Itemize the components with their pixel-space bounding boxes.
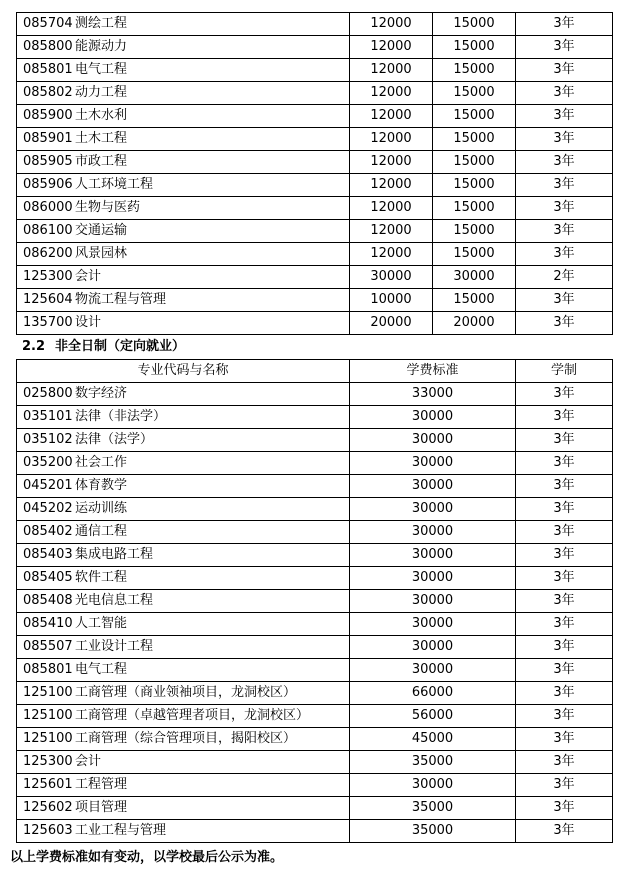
section-heading — [22, 337, 185, 357]
program-code: 125604 — [23, 292, 73, 307]
duration-cell: 3年 — [516, 475, 613, 498]
table-row — [17, 682, 613, 705]
fee-b-cell: 15000 — [433, 174, 516, 197]
fee-a-cell: 12000 — [350, 59, 433, 82]
fee-cell: 30000 — [350, 567, 516, 590]
program-cell — [17, 820, 350, 843]
table-row — [17, 266, 613, 289]
program-name: 项目管理 — [75, 800, 128, 815]
program-name: 通信工程 — [75, 524, 128, 539]
fee-a-cell: 12000 — [350, 13, 433, 36]
fee-a-cell: 12000 — [350, 197, 433, 220]
duration-cell: 3年 — [516, 705, 613, 728]
fee-cell: 30000 — [350, 544, 516, 567]
program-cell — [17, 797, 350, 820]
program-name: 土木水利 — [75, 108, 128, 123]
table-row — [17, 128, 613, 151]
duration-cell: 2年 — [516, 266, 613, 289]
program-name: 工商管理（综合管理项目，揭阳校区） — [75, 731, 297, 746]
program-code: 125100 — [23, 708, 73, 723]
table-header-row — [17, 360, 613, 383]
fee-cell: 35000 — [350, 751, 516, 774]
table-row — [17, 13, 613, 36]
program-cell — [17, 406, 350, 429]
duration-cell: 3年 — [516, 797, 613, 820]
fee-a-cell: 12000 — [350, 82, 433, 105]
table-row — [17, 105, 613, 128]
program-code: 135700 — [23, 315, 73, 330]
table-row — [17, 82, 613, 105]
program-code: 025800 — [23, 386, 73, 401]
fee-table-part-time — [16, 359, 613, 843]
table-row — [17, 636, 613, 659]
fee-table-full-time-body — [17, 13, 613, 335]
program-name: 工业工程与管理 — [75, 823, 167, 838]
program-cell — [17, 705, 350, 728]
fee-b-cell: 15000 — [433, 243, 516, 266]
table-row — [17, 797, 613, 820]
duration-cell: 3年 — [516, 312, 613, 335]
program-name: 工商管理（卓越管理者项目，龙洞校区） — [75, 708, 310, 723]
table-row — [17, 59, 613, 82]
program-name: 交通运输 — [75, 223, 128, 238]
table-row — [17, 220, 613, 243]
program-code: 045202 — [23, 501, 73, 516]
program-name: 工商管理（商业领袖项目，龙洞校区） — [75, 685, 297, 700]
program-code: 035200 — [23, 455, 73, 470]
program-cell — [17, 82, 350, 105]
fee-cell: 35000 — [350, 820, 516, 843]
program-cell — [17, 728, 350, 751]
program-name: 集成电路工程 — [75, 547, 154, 562]
fee-table-full-time — [16, 12, 613, 335]
fee-cell: 30000 — [350, 406, 516, 429]
duration-cell: 3年 — [516, 174, 613, 197]
program-cell — [17, 266, 350, 289]
duration-cell: 3年 — [516, 820, 613, 843]
program-cell — [17, 498, 350, 521]
table-row — [17, 406, 613, 429]
fee-a-cell: 12000 — [350, 243, 433, 266]
program-code: 086200 — [23, 246, 73, 261]
program-cell — [17, 429, 350, 452]
duration-cell: 3年 — [516, 59, 613, 82]
table-row — [17, 751, 613, 774]
program-name: 土木工程 — [75, 131, 128, 146]
program-code: 085801 — [23, 62, 73, 77]
duration-cell: 3年 — [516, 728, 613, 751]
program-name: 动力工程 — [75, 85, 128, 100]
fee-b-cell: 20000 — [433, 312, 516, 335]
table-row — [17, 544, 613, 567]
duration-cell: 3年 — [516, 521, 613, 544]
program-cell — [17, 174, 350, 197]
fee-cell: 30000 — [350, 475, 516, 498]
fee-cell: 66000 — [350, 682, 516, 705]
duration-cell: 3年 — [516, 613, 613, 636]
program-name: 风景园林 — [75, 246, 128, 261]
fee-b-cell: 15000 — [433, 128, 516, 151]
program-code: 085507 — [23, 639, 73, 654]
fee-b-cell: 15000 — [433, 151, 516, 174]
program-cell — [17, 774, 350, 797]
table-row — [17, 613, 613, 636]
duration-cell: 3年 — [516, 105, 613, 128]
program-name: 运动训练 — [75, 501, 128, 516]
program-code: 125602 — [23, 800, 73, 815]
program-name: 设计 — [75, 315, 102, 330]
table-row — [17, 590, 613, 613]
program-code: 085704 — [23, 16, 73, 31]
program-code: 085403 — [23, 547, 73, 562]
program-name: 测绘工程 — [75, 16, 128, 31]
program-code: 125603 — [23, 823, 73, 838]
fee-cell: 30000 — [350, 521, 516, 544]
table-row — [17, 429, 613, 452]
duration-cell: 3年 — [516, 128, 613, 151]
program-code: 125300 — [23, 754, 73, 769]
table-row — [17, 174, 613, 197]
program-code: 085410 — [23, 616, 73, 631]
table-row — [17, 197, 613, 220]
fee-b-cell: 15000 — [433, 105, 516, 128]
duration-cell: 3年 — [516, 751, 613, 774]
program-cell — [17, 682, 350, 705]
fee-b-cell: 30000 — [433, 266, 516, 289]
duration-cell: 3年 — [516, 406, 613, 429]
program-cell — [17, 636, 350, 659]
fee-b-cell: 15000 — [433, 220, 516, 243]
table-row — [17, 383, 613, 406]
program-cell — [17, 128, 350, 151]
program-name: 法律（非法学） — [75, 409, 167, 424]
program-name: 生物与医药 — [75, 200, 141, 215]
program-name: 市政工程 — [75, 154, 128, 169]
table-row — [17, 475, 613, 498]
duration-cell: 3年 — [516, 590, 613, 613]
program-code: 085402 — [23, 524, 73, 539]
table-row — [17, 659, 613, 682]
table-row — [17, 452, 613, 475]
fee-a-cell: 12000 — [350, 151, 433, 174]
fee-b-cell: 15000 — [433, 82, 516, 105]
header-program: 专业代码与名称 — [17, 360, 350, 383]
program-cell — [17, 521, 350, 544]
table-row — [17, 36, 613, 59]
program-code: 085405 — [23, 570, 73, 585]
program-name: 人工智能 — [75, 616, 128, 631]
program-cell — [17, 243, 350, 266]
program-cell — [17, 312, 350, 335]
program-name: 会计 — [75, 269, 102, 284]
duration-cell: 3年 — [516, 151, 613, 174]
fee-a-cell: 20000 — [350, 312, 433, 335]
table-row — [17, 774, 613, 797]
program-code: 125300 — [23, 269, 73, 284]
program-code: 085905 — [23, 154, 73, 169]
program-code: 085900 — [23, 108, 73, 123]
table-row — [17, 705, 613, 728]
fee-b-cell: 15000 — [433, 289, 516, 312]
table-row — [17, 728, 613, 751]
fee-a-cell: 10000 — [350, 289, 433, 312]
program-code: 086100 — [23, 223, 73, 238]
program-code: 085802 — [23, 85, 73, 100]
program-cell — [17, 13, 350, 36]
duration-cell: 3年 — [516, 774, 613, 797]
program-code: 045201 — [23, 478, 73, 493]
program-cell — [17, 383, 350, 406]
header-fee: 学费标准 — [350, 360, 516, 383]
section-number: 2.2 — [22, 339, 46, 354]
duration-cell: 3年 — [516, 544, 613, 567]
table-row — [17, 567, 613, 590]
duration-cell: 3年 — [516, 82, 613, 105]
fee-cell: 30000 — [350, 613, 516, 636]
fee-cell: 30000 — [350, 774, 516, 797]
fee-table-part-time-body — [17, 360, 613, 843]
program-cell — [17, 220, 350, 243]
duration-cell: 3年 — [516, 429, 613, 452]
fee-a-cell: 12000 — [350, 174, 433, 197]
program-code: 125100 — [23, 731, 73, 746]
program-name: 能源动力 — [75, 39, 128, 54]
fee-cell: 30000 — [350, 452, 516, 475]
program-name: 数字经济 — [75, 386, 128, 401]
program-cell — [17, 659, 350, 682]
program-cell — [17, 59, 350, 82]
fee-b-cell: 15000 — [433, 59, 516, 82]
fee-a-cell: 12000 — [350, 220, 433, 243]
fee-a-cell: 12000 — [350, 105, 433, 128]
program-code: 085801 — [23, 662, 73, 677]
duration-cell: 3年 — [516, 636, 613, 659]
duration-cell: 3年 — [516, 36, 613, 59]
program-code: 085901 — [23, 131, 73, 146]
fee-cell: 56000 — [350, 705, 516, 728]
fee-b-cell: 15000 — [433, 197, 516, 220]
footer-note: 以上学费标准如有变动，以学校最后公示为准。 — [10, 850, 284, 865]
fee-cell: 30000 — [350, 636, 516, 659]
program-name: 法律（法学） — [75, 432, 154, 447]
program-code: 086000 — [23, 200, 73, 215]
program-cell — [17, 475, 350, 498]
fee-cell: 35000 — [350, 797, 516, 820]
duration-cell: 3年 — [516, 452, 613, 475]
fee-cell: 33000 — [350, 383, 516, 406]
program-code: 085408 — [23, 593, 73, 608]
program-cell — [17, 613, 350, 636]
program-cell — [17, 544, 350, 567]
program-name: 光电信息工程 — [75, 593, 154, 608]
program-name: 软件工程 — [75, 570, 128, 585]
duration-cell: 3年 — [516, 243, 613, 266]
duration-cell: 3年 — [516, 659, 613, 682]
program-cell — [17, 197, 350, 220]
program-name: 体育教学 — [75, 478, 128, 493]
fee-cell: 30000 — [350, 659, 516, 682]
fee-cell: 45000 — [350, 728, 516, 751]
program-code: 085906 — [23, 177, 73, 192]
program-cell — [17, 105, 350, 128]
program-code: 035102 — [23, 432, 73, 447]
fee-b-cell: 15000 — [433, 36, 516, 59]
duration-cell: 3年 — [516, 197, 613, 220]
duration-cell: 3年 — [516, 13, 613, 36]
program-name: 电气工程 — [75, 662, 128, 677]
program-cell — [17, 151, 350, 174]
duration-cell: 3年 — [516, 383, 613, 406]
program-code: 125100 — [23, 685, 73, 700]
table-row — [17, 820, 613, 843]
table-row — [17, 498, 613, 521]
table-row — [17, 312, 613, 335]
fee-a-cell: 12000 — [350, 128, 433, 151]
program-name: 物流工程与管理 — [75, 292, 167, 307]
program-cell — [17, 590, 350, 613]
program-cell — [17, 751, 350, 774]
duration-cell: 3年 — [516, 682, 613, 705]
table-row — [17, 151, 613, 174]
table-row — [17, 521, 613, 544]
table-row — [17, 289, 613, 312]
fee-cell: 30000 — [350, 498, 516, 521]
program-cell — [17, 289, 350, 312]
program-cell — [17, 452, 350, 475]
duration-cell: 3年 — [516, 498, 613, 521]
program-name: 会计 — [75, 754, 102, 769]
program-cell — [17, 36, 350, 59]
fee-cell: 30000 — [350, 590, 516, 613]
fee-b-cell: 15000 — [433, 13, 516, 36]
program-name: 社会工作 — [75, 455, 128, 470]
duration-cell: 3年 — [516, 567, 613, 590]
program-name: 工程管理 — [75, 777, 128, 792]
program-name: 工业设计工程 — [75, 639, 154, 654]
program-code: 085800 — [23, 39, 73, 54]
program-name: 人工环境工程 — [75, 177, 154, 192]
section-title: 非全日制（定向就业） — [55, 339, 186, 354]
fee-a-cell: 12000 — [350, 36, 433, 59]
duration-cell: 3年 — [516, 289, 613, 312]
fee-a-cell: 30000 — [350, 266, 433, 289]
duration-cell: 3年 — [516, 220, 613, 243]
program-name: 电气工程 — [75, 62, 128, 77]
program-cell — [17, 567, 350, 590]
fee-cell: 30000 — [350, 429, 516, 452]
table-row — [17, 243, 613, 266]
program-code: 035101 — [23, 409, 73, 424]
program-code: 125601 — [23, 777, 73, 792]
header-duration: 学制 — [516, 360, 613, 383]
